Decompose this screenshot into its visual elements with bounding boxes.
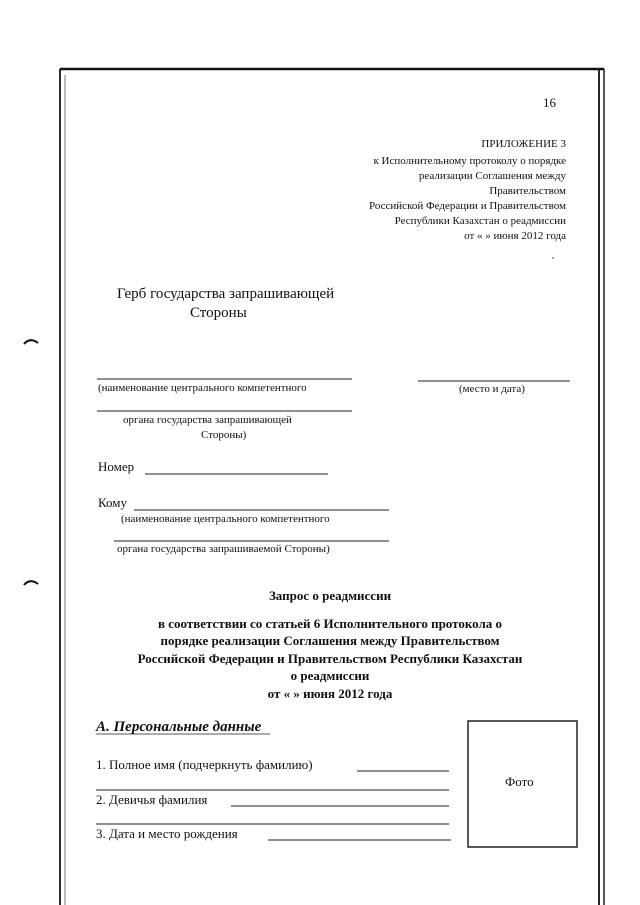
appendix-line: к Исполнительному протоколу о порядке bbox=[373, 155, 566, 167]
field-full-name: 1. Полное имя (подчеркнуть фамилию) bbox=[96, 757, 313, 772]
to-label: Кому bbox=[98, 495, 128, 510]
request-line: Российской Федерации и Правительством Республики Казахстан bbox=[137, 651, 523, 666]
appendix-line: Российской Федерации и Правительством bbox=[369, 200, 566, 212]
page-number: 16 bbox=[543, 95, 556, 110]
number-label: Номер bbox=[98, 459, 135, 474]
place-date-caption: (место и дата) bbox=[459, 383, 525, 395]
authority-caption: органа государства запрашивающей bbox=[123, 414, 292, 426]
section-heading: А. Персональные данные bbox=[96, 719, 262, 735]
coat-of-arms-label-2: Стороны bbox=[190, 305, 247, 321]
appendix-title: ПРИЛОЖЕНИЕ 3 bbox=[481, 138, 566, 150]
authority-caption: (наименование центрального компетентного bbox=[98, 382, 307, 394]
request-line: в соответствии со статьей 6 Исполнительного протокола о bbox=[157, 616, 503, 631]
request-line: о реадмиссии bbox=[290, 668, 370, 683]
margin-mark bbox=[24, 340, 38, 344]
appendix-date: от « » июня 2012 года bbox=[464, 230, 566, 242]
coat-of-arms-label: Герб государства запрашивающей bbox=[117, 286, 335, 302]
field-birth: 3. Дата и место рождения bbox=[96, 826, 238, 841]
request-date: от « » июня 2012 года bbox=[267, 686, 393, 701]
photo-label: Фото bbox=[505, 774, 534, 789]
appendix-line: реализации Соглашения между bbox=[418, 170, 566, 182]
authority-caption: Стороны) bbox=[201, 429, 247, 441]
request-title: Запрос о реадмиссии bbox=[268, 588, 392, 603]
speck bbox=[552, 257, 554, 259]
appendix-line: Республики Казахстан о реадмиссии bbox=[394, 215, 566, 227]
field-maiden-name: 2. Девичья фамилия bbox=[96, 792, 208, 807]
request-line: порядке реализации Соглашения между Правительством bbox=[160, 633, 500, 648]
recipient-caption: органа государства запрашиваемой Стороны) bbox=[117, 543, 330, 555]
appendix-line: Правительством bbox=[489, 185, 566, 197]
margin-mark bbox=[24, 581, 38, 585]
recipient-caption: (наименование центрального компетентного bbox=[121, 513, 330, 525]
